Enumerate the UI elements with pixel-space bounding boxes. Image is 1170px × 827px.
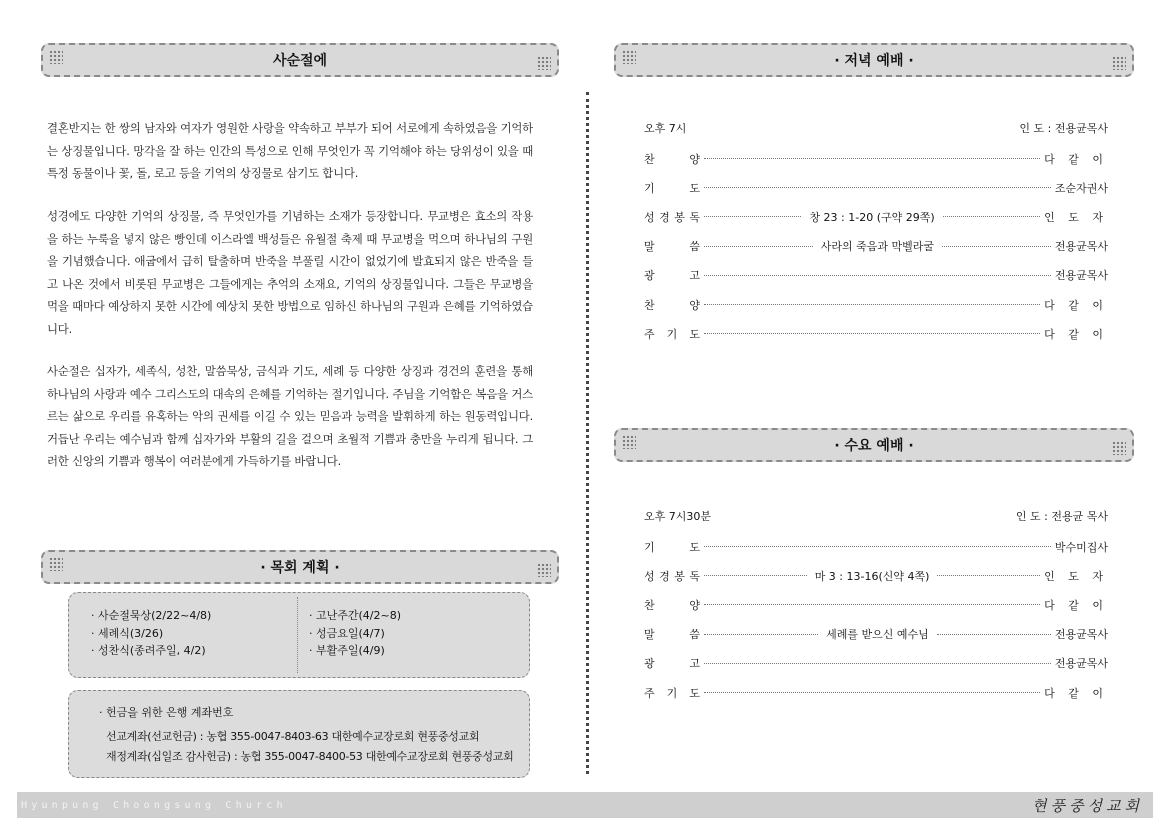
- order-row: [644, 532, 1108, 561]
- order-label-char: 주: [644, 686, 655, 700]
- evening-leader: 인 도 : 전용균목사: [1019, 122, 1108, 135]
- order-label-char: 도: [689, 181, 700, 195]
- plan-list-left: [91, 607, 211, 660]
- dot-leader: [704, 575, 807, 576]
- order-label: [644, 151, 700, 167]
- order-label-char: 독: [689, 210, 700, 224]
- footer-church-name-korean: 현풍중성교회: [1032, 796, 1143, 815]
- order-row: [644, 144, 1108, 173]
- order-label-char: 씀: [689, 628, 700, 642]
- dot-leader: [937, 634, 1051, 635]
- plan-item: · 성찬식(종려주일, 4/2): [91, 644, 206, 657]
- dot-leader: [704, 546, 1051, 547]
- order-value: 전용균목사: [1054, 628, 1108, 642]
- plan-item: · 성금요일(4/7): [309, 626, 385, 640]
- order-label-char: 말: [644, 240, 655, 254]
- plan-item: · 사순절묵상(2/22~4/8): [91, 609, 212, 622]
- dot-leader: [937, 575, 1040, 576]
- order-value: 전용균목사: [1054, 269, 1108, 283]
- order-label: [644, 326, 700, 342]
- order-label-char: 경: [659, 210, 670, 224]
- order-value: 다 같 이: [1044, 298, 1108, 312]
- order-label-char: 주: [644, 327, 655, 341]
- lent-title: 사순절에: [272, 53, 328, 69]
- order-row: [644, 561, 1108, 590]
- plan-divider: [297, 597, 298, 673]
- wednesday-title: · 수요 예배 ·: [834, 438, 914, 454]
- wednesday-leader: 인 도 : 전용균 목사: [1015, 510, 1108, 523]
- order-label-char: 찬: [644, 152, 655, 166]
- plan-title-banner: [41, 550, 559, 584]
- order-label-char: 봉: [674, 569, 685, 583]
- dot-leader: [704, 634, 818, 635]
- order-label-char: 성: [644, 569, 655, 583]
- order-value: 다 같 이: [1044, 686, 1108, 700]
- evening-title-banner: [614, 43, 1134, 77]
- order-value: 박수미집사: [1054, 540, 1108, 554]
- plan-box: [68, 592, 530, 678]
- order-label-char: 씀: [689, 240, 700, 254]
- order-label-char: 말: [644, 628, 655, 642]
- order-label-char: 독: [689, 569, 700, 583]
- order-value: 다 같 이: [1044, 598, 1108, 612]
- dot-leader: [704, 692, 1040, 693]
- order-value: 전용균목사: [1054, 240, 1108, 254]
- footer-church-name-english: Hyunpung Choongsung Church: [21, 799, 287, 811]
- wednesday-time: 오후 7시30분: [644, 510, 711, 523]
- order-detail: 사라의 죽음과 막벨라굴: [820, 240, 935, 254]
- dot-leader: [704, 246, 813, 247]
- wednesday-service: [644, 508, 1108, 707]
- order-label-char: 기: [666, 327, 678, 341]
- order-label-char: 기: [666, 686, 678, 700]
- plan-title: · 목회 계획 ·: [260, 560, 340, 576]
- account-mission: 선교계좌(선교헌금) : 농협 355-0047-8403-63 대한예수교장로회 현풍중성교회: [106, 730, 480, 743]
- order-row: [644, 261, 1108, 290]
- order-label-char: 양: [689, 152, 700, 166]
- order-detail: 세례를 받으신 예수님: [826, 628, 929, 642]
- order-label-char: 경: [659, 569, 670, 583]
- order-label-char: 찬: [644, 298, 655, 312]
- order-row: [644, 649, 1108, 678]
- order-label: [644, 539, 700, 555]
- order-label: [644, 655, 700, 671]
- order-label: [644, 626, 700, 642]
- order-value: 다 같 이: [1044, 152, 1108, 166]
- footer-bar: [17, 792, 1153, 818]
- order-row: [644, 678, 1108, 707]
- dot-leader: [704, 216, 801, 217]
- evening-time: 오후 7시: [644, 122, 687, 135]
- order-label-char: 찬: [644, 598, 655, 612]
- order-row: [644, 620, 1108, 649]
- dot-leader: [704, 275, 1051, 276]
- order-label-char: 봉: [674, 210, 685, 224]
- order-label-char: 양: [689, 598, 700, 612]
- account-title: · 헌금을 위한 은행 계좌번호: [99, 706, 234, 719]
- order-row: [644, 590, 1108, 619]
- order-label: [644, 267, 700, 283]
- account-finance: 재정계좌(십일조 감사헌금) : 농협 355-0047-8400-53 대한예수교장로회 현풍중성교회: [106, 750, 514, 763]
- order-label-char: 도: [689, 686, 700, 700]
- lent-paragraph-2: 성경에도 다양한 기억의 상징물, 즉 무엇인가를 기념하는 소재가 등장합니다. 무교병은 효소의 작용을 하는 누룩을 넣지 않은 빵인데 이스라엘 백성들은 유월절 축제 때 무교병을 먹으며 하나님의 구원을 기념했습니다. 애굽에서 급히 탈출하며 반죽을 부풀릴 시간이 없었기에 발효되지 않은 반죽을 들고 나온 것에서 비롯된 무교병은 그들에게는 추억의 소재요, 기억의 상징물입니다. 그들은 무교병을 먹을 때마다 예상하지 못한 시간에 예상치 못한 방법으로 임하신 하나님의 구원과 은혜를 기억하였습니다.: [47, 209, 533, 336]
- dot-leader: [704, 333, 1040, 334]
- order-label-char: 기: [644, 181, 655, 195]
- order-detail: 마 3 : 13-16(신약 4쪽): [814, 569, 930, 583]
- page-divider: [586, 92, 589, 774]
- plan-item: · 세례식(3/26): [91, 626, 164, 640]
- order-label-char: 고: [689, 657, 700, 671]
- dot-leader: [704, 158, 1040, 159]
- order-value: 조순자권사: [1054, 181, 1108, 195]
- order-label-char: 성: [644, 210, 655, 224]
- order-label-char: 고: [689, 269, 700, 283]
- wednesday-title-banner: [614, 428, 1134, 462]
- order-label-char: 광: [644, 657, 655, 671]
- order-label: [644, 180, 700, 196]
- plan-item: · 부활주일(4/9): [309, 644, 385, 657]
- order-row: [644, 290, 1108, 319]
- order-label-char: 도: [689, 327, 700, 341]
- plan-list-right: [309, 607, 401, 660]
- order-row: [644, 319, 1108, 348]
- dot-leader: [942, 246, 1051, 247]
- order-label: [644, 238, 700, 254]
- order-row: [644, 202, 1108, 231]
- order-label: [644, 597, 700, 613]
- evening-service: [644, 120, 1108, 348]
- lent-paragraph-1: 결혼반지는 한 쌍의 남자와 여자가 영원한 사랑을 약속하고 부부가 되어 서로에게 속하였음을 기억하는 상징물입니다. 망각을 잘 하는 인간의 특성으로 인해 무엇인가 꼭 기억해야 하는 당위성이 있을 때 특정 동물이나 꽃, 돌, 로고 등을 기억의 상징물로 삼기도 합니다.: [47, 121, 533, 180]
- dot-leader: [704, 663, 1051, 664]
- order-value: 다 같 이: [1044, 327, 1108, 341]
- order-label-char: 기: [644, 540, 655, 554]
- order-label-char: 도: [689, 540, 700, 554]
- lent-title-banner: [41, 43, 559, 77]
- dot-leader: [704, 304, 1040, 305]
- evening-title: · 저녁 예배 ·: [834, 53, 914, 69]
- order-label: [644, 297, 700, 313]
- order-detail: 창 23 : 1-20 (구약 29쪽): [809, 210, 935, 224]
- order-label-char: 광: [644, 269, 655, 283]
- order-value: 인 도 자: [1044, 569, 1108, 583]
- dot-leader: [704, 604, 1040, 605]
- order-value: 인 도 자: [1044, 210, 1108, 224]
- order-label: [644, 568, 700, 584]
- account-box: [68, 690, 530, 778]
- order-row: [644, 232, 1108, 261]
- plan-item: · 고난주간(4/2~8): [309, 609, 401, 622]
- order-label-char: 양: [689, 298, 700, 312]
- order-label: [644, 209, 700, 225]
- order-row: [644, 173, 1108, 202]
- dot-leader: [704, 187, 1051, 188]
- order-label: [644, 685, 700, 701]
- lent-paragraph-3: 사순절은 십자가, 세족식, 성찬, 말씀묵상, 금식과 기도, 세례 등 다양한 상징과 경건의 훈련을 통해 하나님의 사랑과 예수 그리스도의 대속의 은혜를 기억하는 절기입니다. 주님을 기억함은 복음을 거스르는 삶으로 우리를 유혹하는 악의 권세를 이길 수 있는 믿음과 능력을 발휘하게 하는 원동력입니다. 거듭난 우리는 예수님과 함께 십자가와 부활의 길을 걸으며 초월적 기쁨과 충만을 누리게 됩니다. 그러한 신앙의 기쁨과 행복이 여러분에게 가득하기를 바랍니다.: [47, 364, 533, 468]
- dot-leader: [943, 216, 1040, 217]
- order-value: 전용균목사: [1054, 657, 1108, 671]
